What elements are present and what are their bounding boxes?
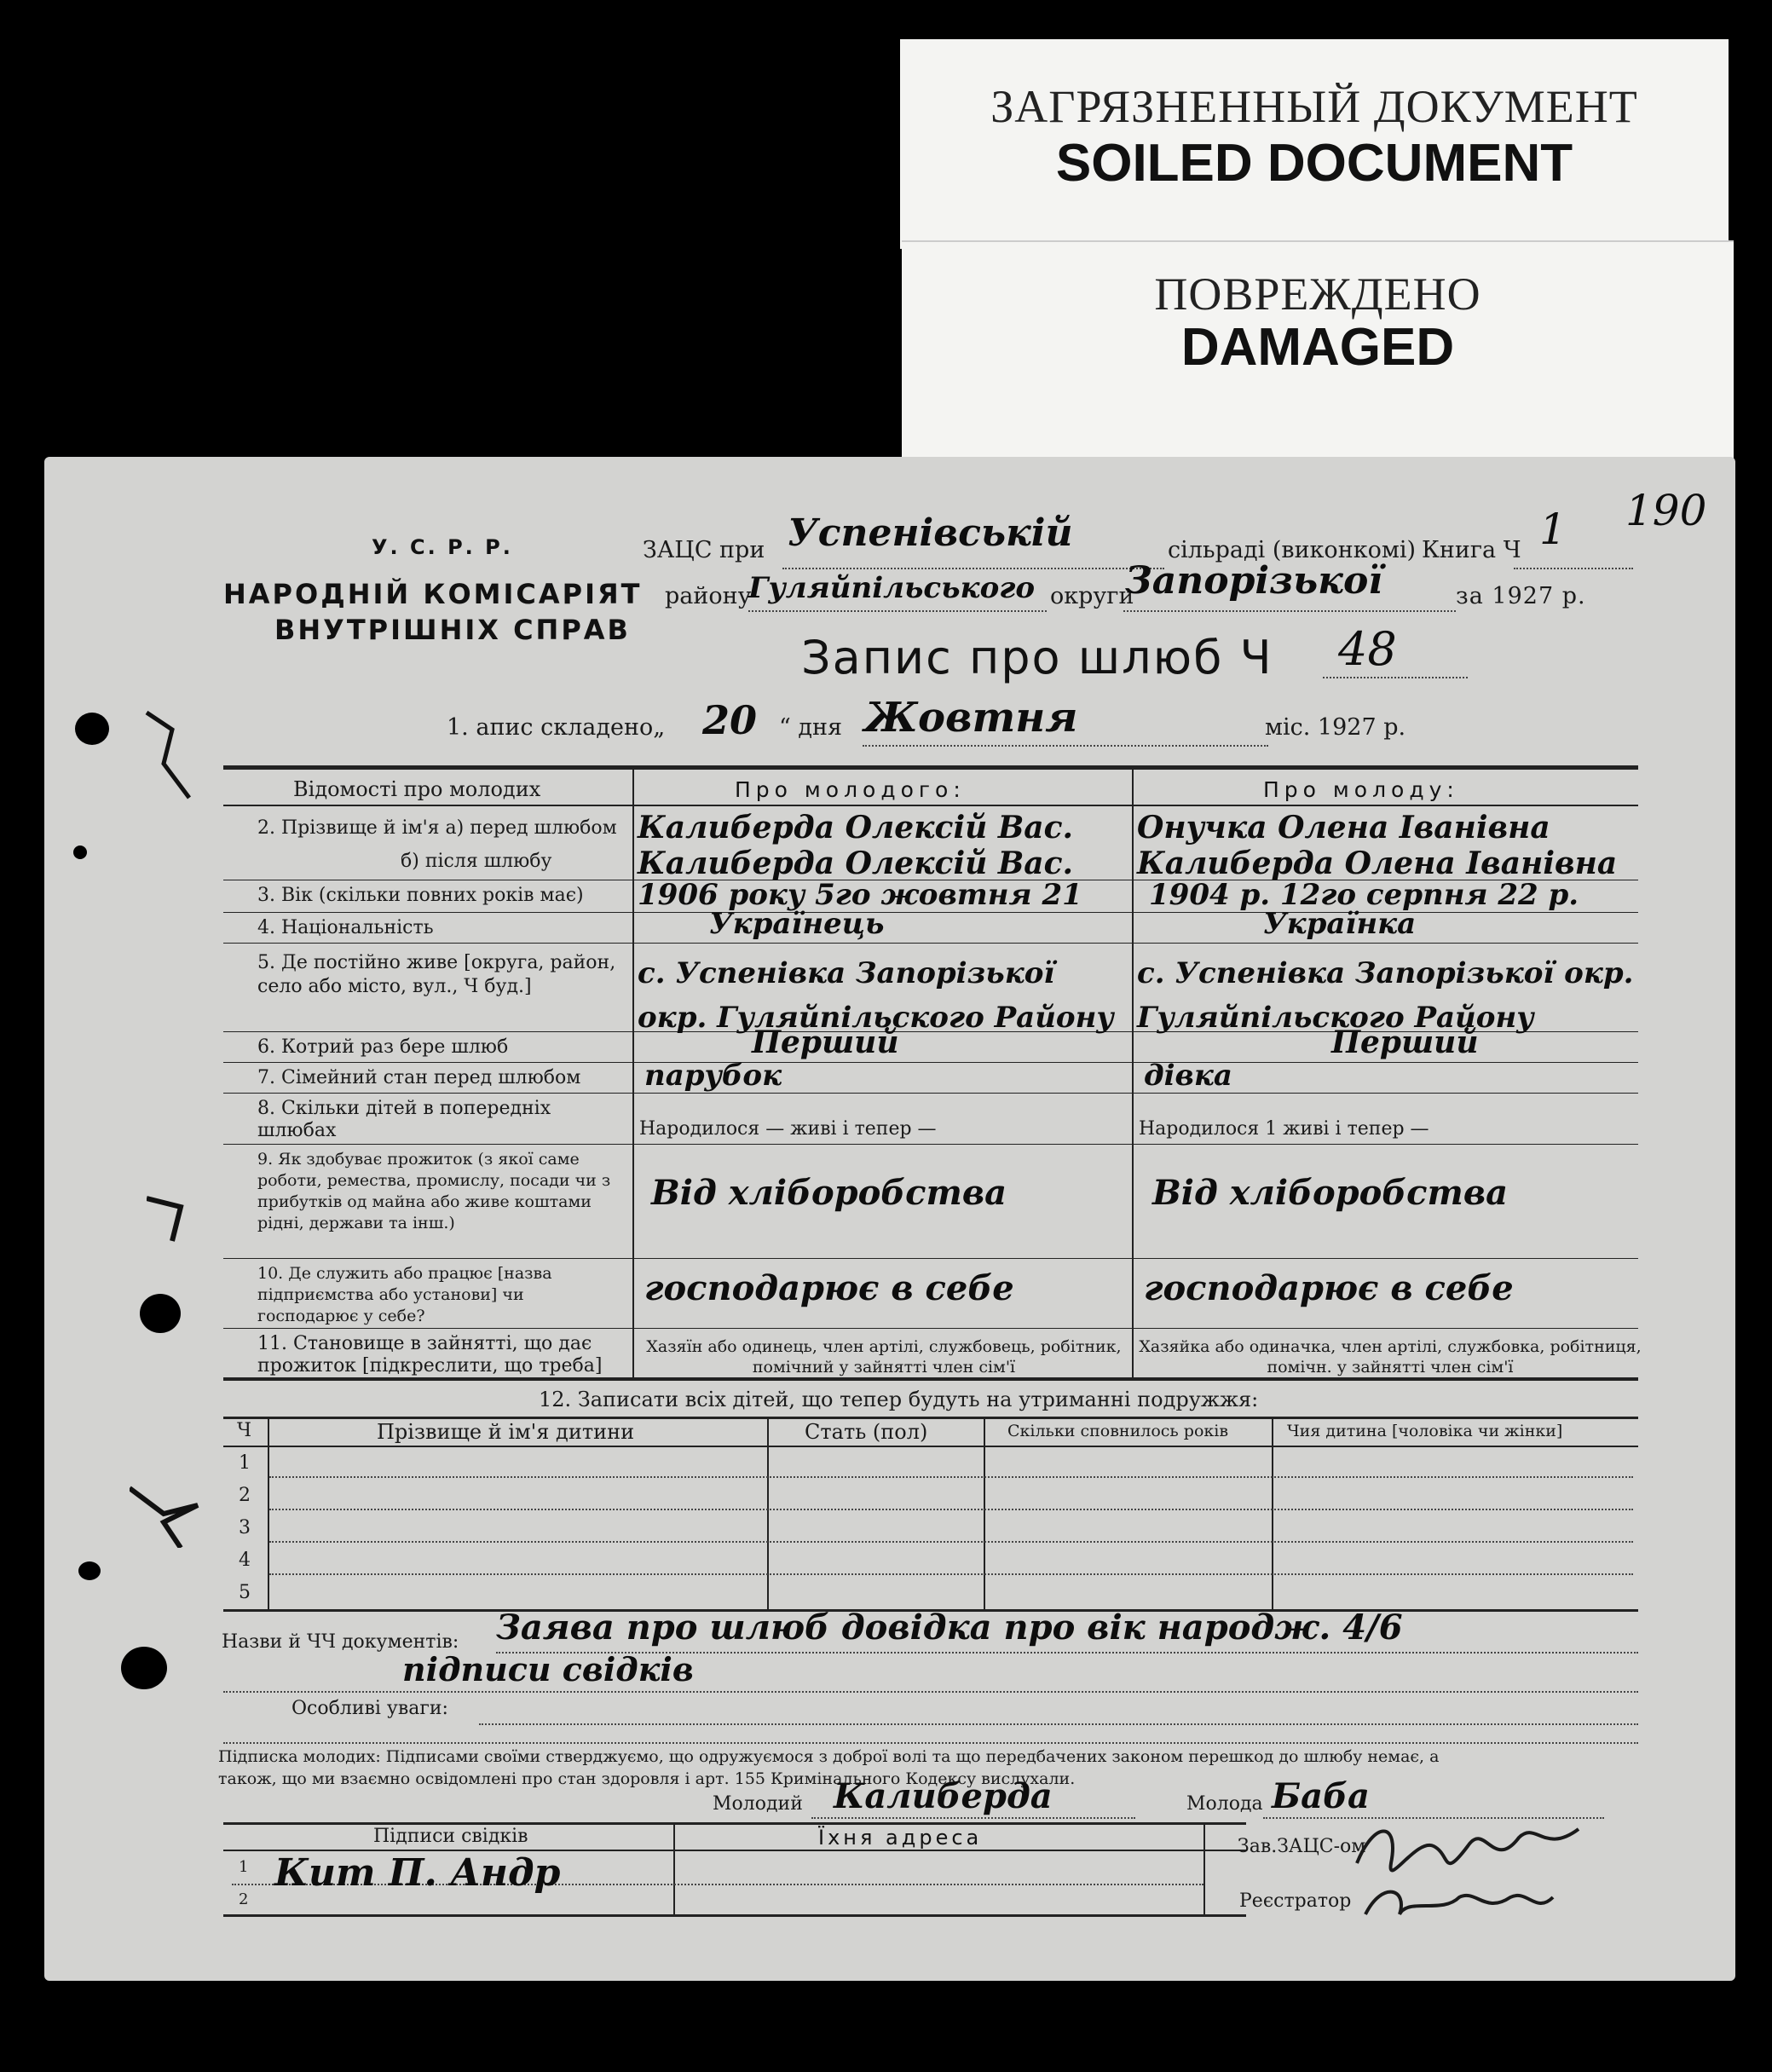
witness-row-2: 2 <box>239 1890 249 1908</box>
registrar-label: Реєстратор <box>1239 1890 1352 1912</box>
col-bride-header: Про молоду: <box>1263 777 1459 802</box>
official-signatures-scribble <box>1323 1786 1647 1931</box>
bride-marriage-count: Перший <box>1331 1024 1479 1060</box>
child-row-4: 4 <box>239 1550 251 1571</box>
groom-name-before: Калиберда Олексій Вас. <box>638 810 1074 846</box>
bride-workplace: господарює в себе <box>1144 1268 1514 1308</box>
punch-hole <box>75 713 109 745</box>
tear-mark <box>130 1480 206 1548</box>
bride-name-before: Онучка Олена Іванівна <box>1137 810 1550 846</box>
child-row-1: 1 <box>239 1452 251 1474</box>
child-row-3: 3 <box>239 1517 251 1538</box>
row-workplace-label: 10. Де служить або працює [назва підприємства або установи] чи господарює у себе? <box>257 1264 552 1325</box>
head-label: Зав.ЗАЦС-ом <box>1238 1836 1366 1857</box>
row-livelihood-label: 9. Як здобуває прожиток (з якої саме роботи, ремества, промислу, посади чи з прибутків од майна або живе коштами рідні, держави та інш.) <box>257 1150 611 1232</box>
groom-residence: с. Успенівка Запорізької окр. Гуляйпільского Району <box>638 956 1114 1035</box>
groom-signature: Калиберда <box>834 1776 1053 1816</box>
bride-age: 1904 р. 12го серпня 22 р. <box>1149 878 1579 912</box>
ministry-line2: ВНУТРІШНІХ СПРАВ <box>274 614 631 646</box>
groom-signature-label: Молодий <box>713 1793 803 1815</box>
row-residence-label: 5. Де постійно живе [округа, район, село або місто, вул., Ч буд.] <box>257 952 616 997</box>
groom-workplace: господарює в себе <box>644 1268 1014 1308</box>
compiled-month: Жовтня <box>864 694 1078 742</box>
state-abbrev: У. С. Р. Р. <box>372 535 513 559</box>
witness-address-header: Їхня адреса <box>818 1826 983 1850</box>
punch-hole <box>78 1561 101 1580</box>
row-name-after-label: б) після шлюбу <box>401 851 552 872</box>
children-col-age: Скільки сповнилось років <box>1007 1422 1229 1440</box>
bride-signature: Баба <box>1272 1776 1370 1816</box>
okrug-label: округи <box>1050 583 1134 609</box>
bride-signature-label: Молода <box>1186 1793 1263 1815</box>
groom-name-after: Калиберда Олексій Вас. <box>638 846 1074 881</box>
month-label: міс. 1927 р. <box>1265 714 1406 741</box>
bride-children-prev: Народилося 1 живі і тепер — <box>1139 1118 1429 1140</box>
bride-name-after: Калиберда Олена Іванівна <box>1137 846 1618 881</box>
bride-family-status: дівка <box>1144 1059 1232 1093</box>
row-family-status-label: 7. Сімейний стан перед шлюбом <box>257 1067 581 1088</box>
soiled-ru-text: ЗАГРЯЗНЕННЫЙ ДОКУМЕНТ <box>990 81 1638 132</box>
soiled-document-label <box>900 39 1729 249</box>
bride-occupation-options: Хазяйка або одиначка, член артілі, службовка, робітниця, помічн. у зайнятті член сім'ї <box>1139 1337 1642 1377</box>
witness-signature: Кит П. Андр <box>274 1851 561 1895</box>
groom-children-prev: Народилося — живі і тепер — <box>639 1118 937 1140</box>
compiled-label: 1. апис складено„ <box>447 714 666 741</box>
groom-nationality: Українець <box>709 907 885 941</box>
tear-mark <box>147 1181 215 1250</box>
children-col-name: Прізвище й ім'я дитини <box>377 1420 635 1444</box>
children-col-sex: Стать (пол) <box>805 1420 928 1444</box>
children-title: 12. Записати всіх дітей, що тепер будуть на утриманні подружжя: <box>539 1388 1259 1411</box>
witness-row-1: 1 <box>239 1858 249 1876</box>
book-label: Книга Ч <box>1422 537 1521 563</box>
okrug-handwriting: Запорізької <box>1125 559 1383 603</box>
row-age-label: 3. Вік (скільки повних років має) <box>257 885 584 906</box>
tear-mark <box>121 704 198 806</box>
damaged-en-text: DAMAGED <box>1180 318 1455 377</box>
witness-signatures-header: Підписи свідків <box>373 1826 528 1847</box>
ministry-line1: НАРОДНІЙ КОМІСАРІЯТ <box>223 578 643 610</box>
bride-residence: с. Успенівка Запорізької окр. Гуляйпільского Району <box>1137 956 1634 1035</box>
soiled-en-text: SOILED DOCUMENT <box>1055 134 1573 193</box>
bride-livelihood: Від хліборобства <box>1152 1173 1509 1213</box>
district-label: району <box>665 583 752 609</box>
documents-handwriting-2: підписи свідків <box>402 1650 694 1688</box>
documents-handwriting-1: Заява про шлюб довідка про вік народж. 4/6 <box>496 1607 1403 1648</box>
page-number: 190 <box>1625 486 1707 535</box>
village-handwriting: Успенівській <box>788 511 1073 555</box>
year-label: за 1927 р. <box>1456 583 1586 609</box>
record-number: 48 <box>1338 622 1397 676</box>
row-marriage-count-label: 6. Котрий раз бере шлюб <box>257 1036 509 1058</box>
child-row-5: 5 <box>239 1582 251 1603</box>
col-groom-header: Про молодого: <box>735 777 966 802</box>
children-col-num: Ч <box>237 1420 252 1441</box>
punch-hole <box>73 846 87 859</box>
day-label: “ дня <box>779 714 843 741</box>
groom-family-status: парубок <box>644 1059 782 1093</box>
damaged-ru-text: ПОВРЕЖДЕНО <box>1154 268 1481 320</box>
row-nationality-label: 4. Національність <box>257 917 434 938</box>
row-name-label-text: 2. Прізвище й ім'я а) перед шлюбом <box>257 817 617 839</box>
damaged-document-label <box>902 240 1734 462</box>
groom-occupation-options: Хазяїн або одинець, член артілі, службовець, робітник, помічний у зайнятті член сім'ї <box>646 1337 1122 1377</box>
col-info-header: Відомості про молодих <box>293 777 541 801</box>
form-title: Запис про шлюб Ч <box>801 631 1273 684</box>
groom-age: 1906 року 5го жовтня 21 <box>638 878 1082 912</box>
groom-livelihood: Від хліборобства <box>651 1173 1007 1213</box>
compiled-day: 20 <box>702 697 758 743</box>
row-children-prev-label: 8. Скільки дітей в попередніх шлюбах <box>257 1098 551 1141</box>
bride-nationality: Українка <box>1263 907 1417 941</box>
notes-label: Особливі уваги: <box>291 1698 448 1719</box>
groom-marriage-count: Перший <box>752 1024 899 1060</box>
marriage-record-form <box>44 457 1735 1981</box>
row-name-label <box>257 815 617 842</box>
row-occupation-label: 11. Становище в зайнятті, що дає прожиток [підкреслити, що треба] <box>257 1333 603 1377</box>
declaration-line1: Підписка молодих: Підписами своїми стверджуємо, що одружуємося з доброї волі та що передбачених законом перешкод до шлюбу немає, а <box>218 1747 1440 1766</box>
book-number: 1 <box>1539 505 1567 554</box>
council-label: сільраді (виконкомі) <box>1168 537 1416 563</box>
punch-hole <box>121 1647 167 1689</box>
children-col-whose: Чия дитина [чоловіка чи жінки] <box>1287 1422 1563 1440</box>
child-row-2: 2 <box>239 1485 251 1506</box>
documents-label: Назви й ЧЧ документів: <box>222 1631 459 1653</box>
declaration-line2: також, що ми взаємно освідомлені про стан здоровля і арт. 155 Кримінального Кодексу вислухали. <box>218 1769 1076 1788</box>
punch-hole <box>140 1294 181 1333</box>
district-handwriting: Гуляйпільського <box>748 571 1036 605</box>
zags-prefix: ЗАЦС при <box>643 537 765 563</box>
